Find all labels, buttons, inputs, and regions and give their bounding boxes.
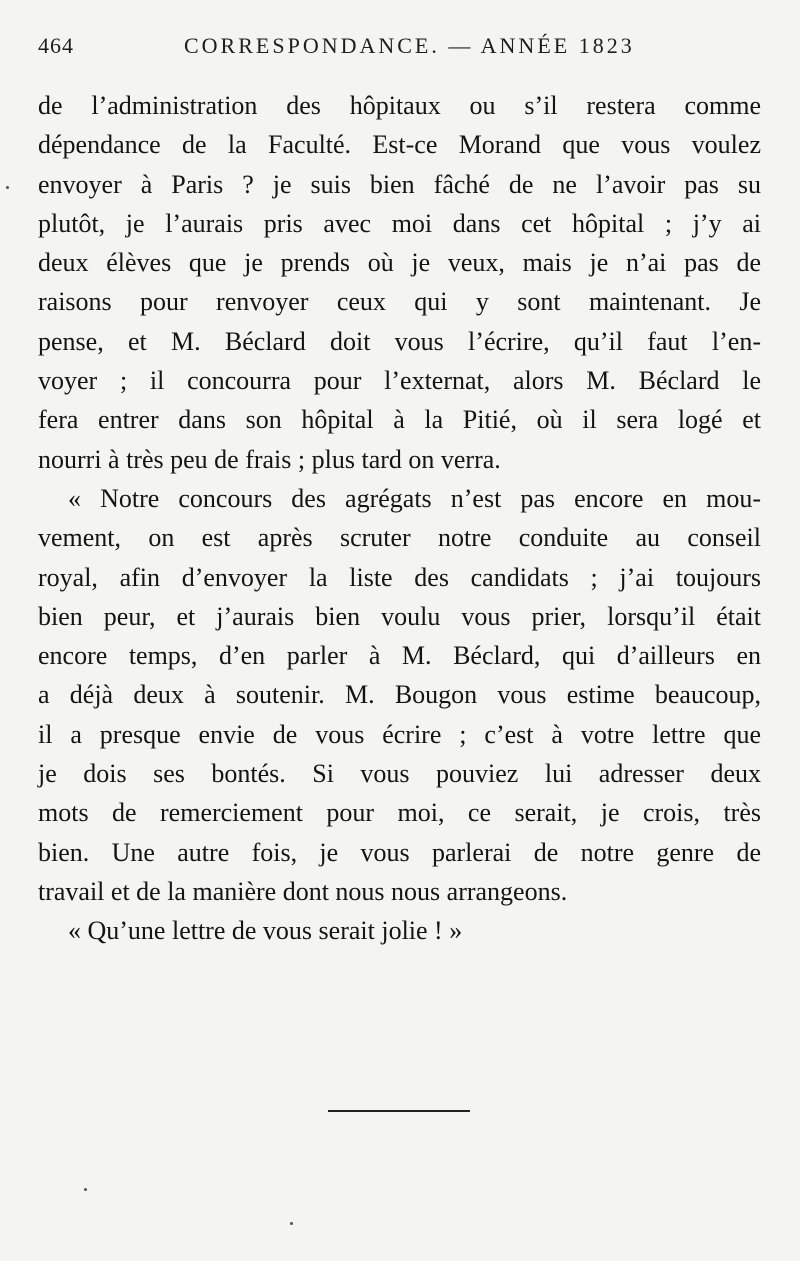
body-text (38, 86, 761, 951)
text-line: de l’administration des hôpitaux ou s’il restera comme (38, 91, 761, 120)
text-line: encore temps, d’en parler à M. Béclard, qui d’ailleurs en (38, 641, 761, 671)
text-line: deux élèves que je prends où je veux, mais je n’ai pas de (38, 248, 761, 278)
text-line: il a presque envie de vous écrire ; c’est à votre lettre que (38, 719, 761, 749)
text-line: vement, on est après scruter notre conduite au conseil (38, 523, 761, 553)
text-line: mots de remerciement pour moi, ce serait, je crois, très (38, 798, 761, 828)
text-line: a déjà deux à soutenir. M. Bougon vous estime beaucoup, (38, 680, 761, 710)
text-line: raisons pour renvoyer ceux qui y sont maintenant. Je (38, 287, 761, 317)
section-end-rule (328, 1110, 470, 1112)
page-number: 464 (38, 33, 74, 58)
text-line: « Notre concours des agrégats n’est pas encore en mou- (68, 483, 761, 513)
text-line: bien peur, et j’aurais bien voulu vous prier, lorsqu’il était (38, 601, 761, 631)
text-line: pense, et M. Béclard doit vous l’écrire, qu’il faut l’en- (38, 326, 761, 356)
text-line: je dois ses bontés. Si vous pouviez lui adresser deux (38, 759, 761, 789)
scan-speck (290, 1222, 293, 1225)
text-line: nourri à très peu de frais ; plus tard on verra. (38, 444, 501, 474)
text-line: bien. Une autre fois, je vous parlerai de notre genre de (38, 837, 761, 867)
text-line: dépendance de la Faculté. Est-ce Morand que vous voulez (38, 130, 761, 160)
text-line: royal, afin d’envoyer la liste des candidats ; j’ai toujours (38, 562, 761, 592)
text-line: plutôt, je l’aurais pris avec moi dans cet hôpital ; j’y ai (38, 208, 761, 238)
text-line: fera entrer dans son hôpital à la Pitié, où il sera logé et (38, 405, 761, 435)
page-header (38, 33, 758, 63)
running-title: CORRESPONDANCE. — ANNÉE 1823 (184, 33, 635, 58)
text-line: « Qu’une lettre de vous serait jolie ! » (68, 916, 463, 946)
scan-speck (6, 186, 9, 189)
text-line: envoyer à Paris ? je suis bien fâché de ne l’avoir pas su (38, 169, 761, 199)
text-line: travail et de la manière dont nous nous arrangeons. (38, 876, 568, 906)
text-line: voyer ; il concourra pour l’externat, alors M. Béclard le (38, 366, 761, 396)
scan-speck (84, 1188, 87, 1191)
